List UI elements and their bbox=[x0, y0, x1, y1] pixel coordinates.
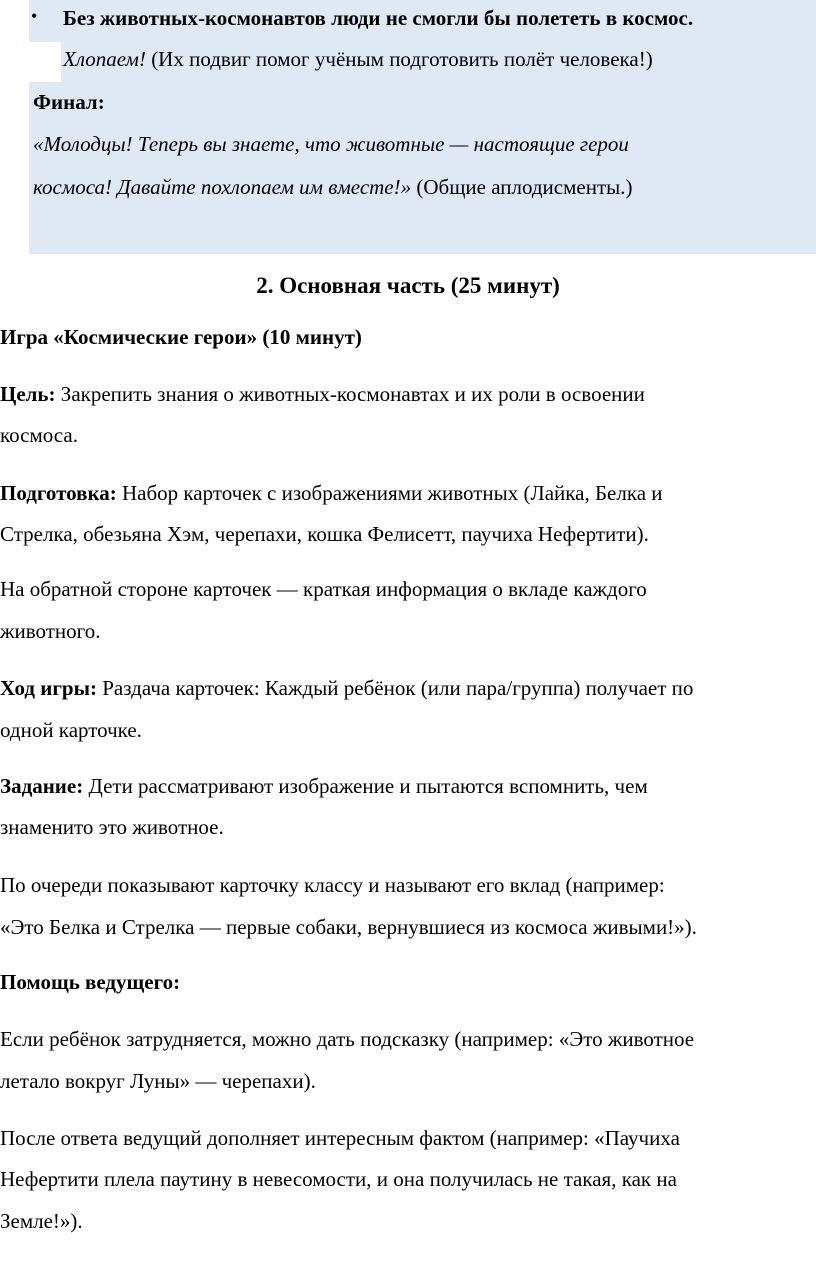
clap-note: (Их подвиг помог учёным подготовить полёт человека!) bbox=[145, 47, 653, 71]
prep-line-2: Стрелка, обезьяна Хэм, черепахи, кошка Фелисетт, паучиха Нефертити). bbox=[0, 522, 649, 546]
clap-line bbox=[63, 45, 653, 73]
goal-line-1 bbox=[0, 380, 645, 408]
course-line-2: одной карточке. bbox=[0, 718, 142, 742]
goal-label: Цель: bbox=[0, 382, 56, 406]
final-quote-line-2 bbox=[33, 173, 632, 201]
after-line-1: После ответа ведущий дополняет интересным фактом (например: «Паучиха bbox=[0, 1126, 680, 1150]
back-side-line-2: животного. bbox=[0, 619, 101, 643]
task-line-1 bbox=[0, 772, 648, 800]
task-text: Дети рассматривают изображение и пытаются вспомнить, чем bbox=[83, 774, 648, 798]
game-title: Игра «Космические герои» (10 минут) bbox=[0, 325, 362, 349]
final-note: (Общие аплодисменты.) bbox=[411, 175, 633, 199]
turns-line-1: По очереди показывают карточку классу и называют его вклад (например: bbox=[0, 873, 665, 897]
highlighted-block bbox=[29, 0, 816, 254]
final-quote-line-1: «Молодцы! Теперь вы знаете, что животные — настоящие герои bbox=[33, 132, 629, 156]
goal-text: Закрепить знания о животных-космонавтах и их роли в освоении bbox=[55, 382, 645, 406]
highlight-gap bbox=[29, 42, 61, 82]
task-line-2: знаменито это животное. bbox=[0, 815, 224, 839]
prep-text: Набор карточек с изображениями животных (Лайка, Белка и bbox=[116, 481, 663, 505]
course-label: Ход игры: bbox=[0, 676, 97, 700]
after-line-3: Земле!»). bbox=[0, 1209, 83, 1233]
after-line-2: Нефертити плела паутину в невесомости, и она получилась не такая, как на bbox=[0, 1167, 677, 1191]
final-label: Финал: bbox=[33, 90, 105, 114]
final-quote-italic: космоса! Давайте похлопаем им вместе!» bbox=[33, 175, 412, 199]
section-heading: 2. Основная часть (25 минут) bbox=[256, 273, 560, 298]
back-side-line-1: На обратной стороне карточек — краткая информация о вкладе каждого bbox=[0, 577, 647, 601]
hint-line-2: летало вокруг Луны» — черепахи). bbox=[0, 1069, 316, 1093]
task-label: Задание: bbox=[0, 774, 84, 798]
clap-italic: Хлопаем! bbox=[63, 47, 146, 71]
goal-line-2: космоса. bbox=[0, 423, 78, 447]
prep-label: Подготовка: bbox=[0, 481, 117, 505]
turns-line-2: «Это Белка и Стрелка — первые собаки, вернувшиеся из космоса живыми!»). bbox=[0, 915, 697, 939]
course-line-1 bbox=[0, 674, 693, 702]
prep-line-1 bbox=[0, 479, 663, 507]
bullet-text: Без животных-космонавтов люди не смогли бы полететь в космос. bbox=[63, 6, 694, 30]
hint-line-1: Если ребёнок затрудняется, можно дать подсказку (например: «Это животное bbox=[0, 1027, 695, 1051]
help-label: Помощь ведущего: bbox=[0, 970, 181, 994]
bullet-marker: • bbox=[31, 6, 38, 26]
course-text: Раздача карточек: Каждый ребёнок (или пара/группа) получает по bbox=[97, 676, 694, 700]
